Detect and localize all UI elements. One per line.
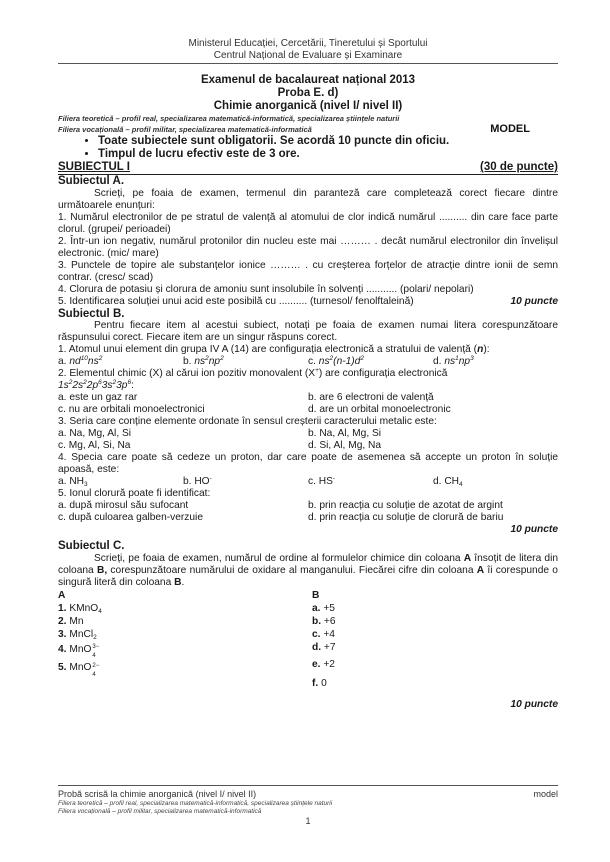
section-B-points: 10 puncte [510,524,558,535]
rule-item: • Timpul de lucru efectiv este de 3 ore. [98,148,558,161]
question-3-options [58,428,558,440]
question-5-options [58,500,558,512]
option-a: a. Na, Mg, Al, Si [58,428,132,439]
section-A-item: 5. Identificarea soluției unui acid este posibilă cu .......... (turnesol/ fenolftaleină) [58,295,414,307]
footer-title: Probă scrisă la chimie anorganică (nivel I/ nivel II) [58,789,257,799]
page-footer [58,784,558,827]
option-d: d. $CH_4$ [433,476,463,488]
column-B-item: d. +7 [312,641,336,653]
column-A-item: 5. MnO 2− 4 [58,661,100,678]
question-2: 2. Elementul chimic (X) al cărui ion pozitiv monovalent (X+) are configurația electronică $1s^22s^22p^63s^23p^6$: [58,367,448,391]
question-4: 4. Specia care poate să cedeze un proton, dar care poate de asemenea să accepte un proton în soluție apoasă, este: [58,452,558,475]
section-A-item: 3. Punctele de topire ale substanțelor ionice ……… . cu creșterea forțelor de atracție dintre ionii de semn contrar. (cresc/ scad) [58,259,558,283]
option-d: d. $ns^1np^3$ [433,355,474,367]
rules-list [58,135,558,161]
column-A-item: 4. MnO 3− 4 [58,643,100,659]
question-4-options [58,476,558,488]
section-B-intro: Pentru fiecare item al acestui subiect, notați pe foaia de examen numai litera corespunzătoare răspunsului corect. Fiecare item are un singur răspuns corect. [58,320,558,343]
footer-rule [58,785,558,786]
rule-item: • Toate subiectele sunt obligatorii. Se acordă 10 puncte din oficiu. [98,135,558,148]
option-b: b. prin reacția cu soluție de azotat de argint [308,500,503,511]
column-B-item: e. +2 [312,658,335,670]
exam-title: Examenul de bacalaureat național 2013 [200,74,416,86]
question-1-options [58,356,558,368]
column-B [312,589,336,695]
subiectul-points: (30 de puncte) [480,161,558,173]
filiera-block [58,113,558,135]
ministry-header: Ministerul Educației, Cercetării, Tineretului și Sportului [188,38,428,49]
option-a: a. $nd^{10}ns^2$ [58,355,103,367]
exam-page [58,0,558,711]
section-A-item: 1. Numărul electronilor de pe stratul de valență al atomului de clor indică numărul .......... din care face parte clorul. (grupei/ perioadei) [58,211,558,235]
question-3: 3. Seria care conține elemente ordonate în sensul creșterii caracterului metalic este: [58,416,437,427]
option-d: d. prin reacția cu soluție de clorură de bariu [308,512,504,523]
option-b: b. are 6 electroni de valență [308,392,434,403]
question-2-options [58,392,558,404]
column-A-item: 1. KMnO$_4$ [58,602,102,615]
column-B-header: B [312,589,320,601]
option-b: b. Na, Al, Mg, Si [308,428,382,439]
question-5: 5. Ionul clorură poate fi identificat: [58,488,211,499]
center-header: Centrul Național de Evaluare și Examinare [213,50,403,61]
column-B-item: f. 0 [312,677,327,689]
section-A-item: 2. Într-un ion negativ, numărul protonilor din nucleu este mai ……… . decât numărul electronilor din învelișul electronic. (mic/ mare) [58,235,558,259]
footer-filiera-2: Filiera vocațională – profil militar, specializarea matematică-informatică [58,808,262,815]
column-A [58,589,312,695]
section-A-item-5 [58,296,558,308]
subiectul-label: SUBIECTUL I [58,161,130,173]
matching-columns [58,589,558,695]
option-c: c. nu are orbitali monoelectronici [58,404,205,415]
option-a: a. după mirosul său sufocant [58,500,189,511]
section-A-points: 10 puncte [510,295,558,307]
column-A-item: 2. Mn [58,615,84,627]
option-c: c. $ns^2(n-1)d^2$ [308,355,364,367]
model-label: MODEL [490,123,530,135]
option-c: c. Mg, Al, Si, Na [58,440,131,451]
section-A-intro: Scrieți, pe foaia de examen, termenul din paranteză care completează corect fiecare dintre următoarele enunțuri: [58,187,558,211]
option-c: c. HS- [308,475,336,487]
option-b: b. $ns^2np^2$ [183,355,224,367]
electron-configuration: $1s^22s^22p^63s^23p^6$ [58,379,132,391]
column-A-header: A [58,589,66,601]
section-A-item: 4. Clorura de potasiu și clorura de amoniu sunt insolubile în solvenți ........... (polari/ nepolari) [58,283,474,295]
filiera-line-1: Filiera teoretică – profil real, specializarea matematică-informatică, specializarea științele naturii [58,114,400,123]
column-B-item: a. +5 [312,602,335,614]
footer-model: model [533,789,558,799]
footer-filiera-1: Filiera teoretică – profil real, specializarea matematică-informatică, specializarea științele naturii [58,800,333,807]
section-A-title: Subiectul A. [58,175,125,187]
option-d: d. Si, Al, Mg, Na [308,440,382,451]
section-B-title: Subiectul B. [58,307,125,320]
option-d: d. are un orbital monoelectronic [308,404,451,415]
header-rule [58,63,558,64]
question-1: 1. Atomul unui element din grupa IV A (14) are configurația electronică a stratului de valență (n): [58,344,490,355]
proba-title: Proba E. d) [277,87,339,99]
column-B-item: b. +6 [312,615,336,627]
page-number: 1 [305,816,311,826]
section-C-title: Subiectul C. [58,540,125,552]
option-a: a. $NH_3$ [58,476,88,488]
option-a: a. este un gaz rar [58,392,138,403]
subiectul-I-heading [58,161,558,175]
column-A-item: 3. MnCl$_2$ [58,628,97,641]
option-b: b. HO- [183,475,212,487]
subject-title: Chimie anorganică (nivel I/ nivel II) [213,100,403,112]
section-C-intro: Scrieți, pe foaia de examen, numărul de ordine al formulelor chimice din coloana A însoțit de litera din coloana B, corespunzătoare numărului de oxidare al manganului. Fiecărei cifre din coloana A îi corespunde o singură literă din coloana B. [58,552,559,588]
column-B-item: c. +4 [312,628,335,640]
option-c: c. după culoarea galben-verzuie [58,512,203,523]
filiera-line-2: Filiera vocațională – profil militar, specializarea matematică-informatică [58,125,312,134]
section-C-points: 10 puncte [510,698,558,710]
